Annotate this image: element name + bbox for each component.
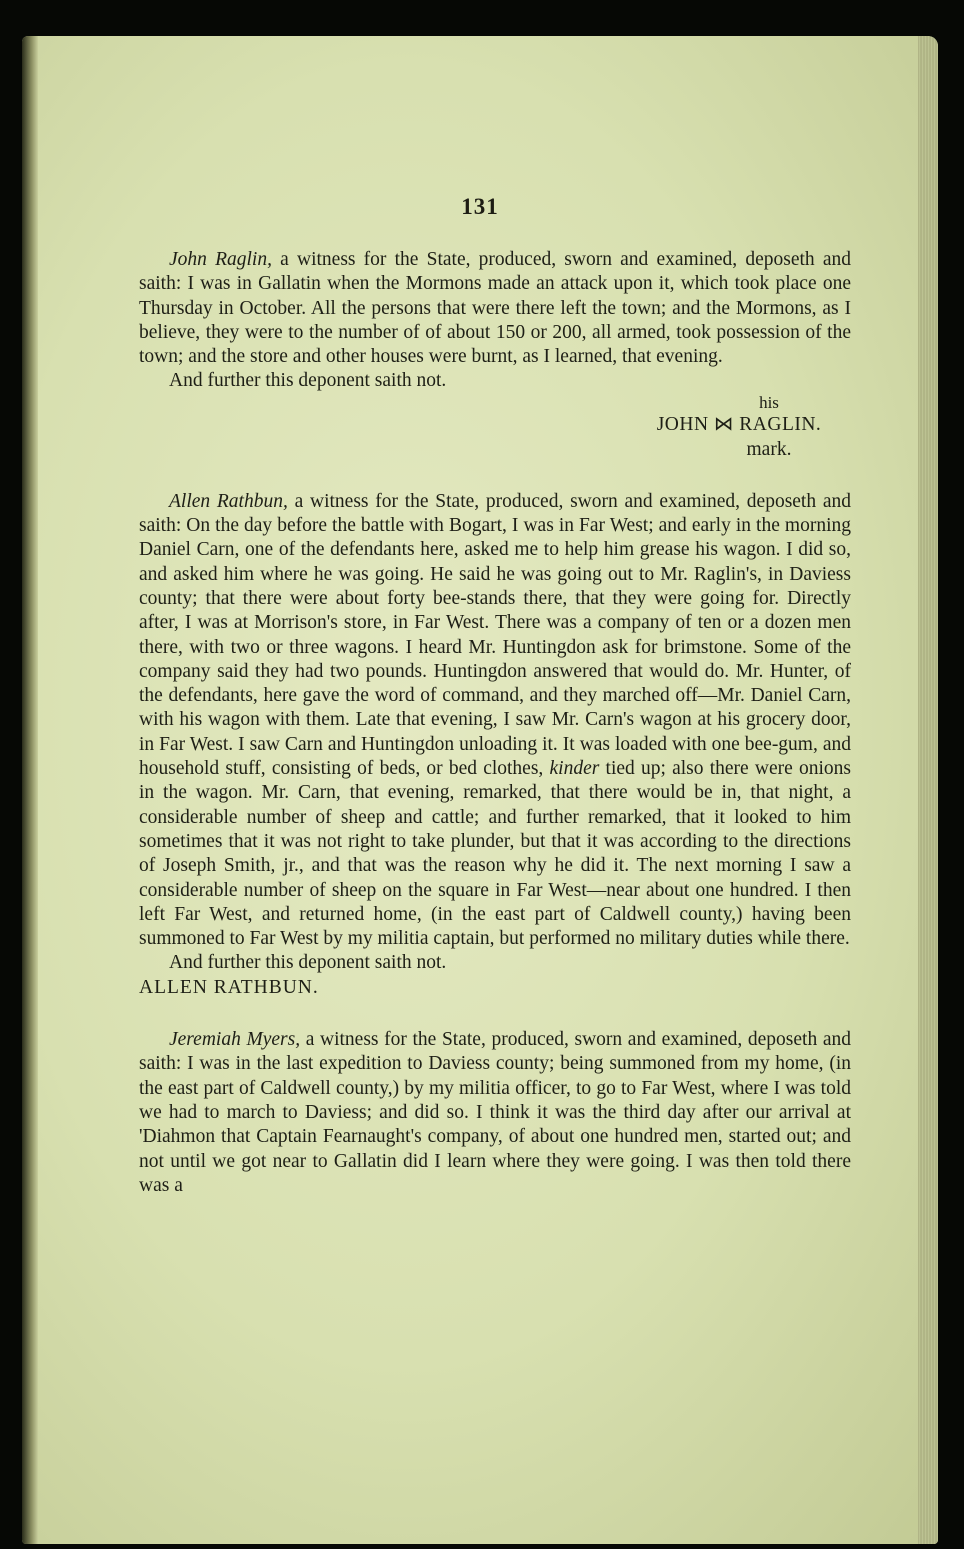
deposition-myers [139, 1028, 851, 1198]
deposition-text-continued: tied up; also there were onions in the wagon. Mr. Carn, that evening, remarked, that there would be in, that night, a considerable number of sheep and cattle; and further remarked, that it looked to him sometimes that it was not right to take plunder, but that it was according to the directions of Joseph Smith, jr., and that was the reason why he did it. The next morning I saw a considerable number of sheep on the square in Far West—near about one hundred. I then left Far West, and returned home, (in the east part of Caldwell county,) having been summoned to Far West by my militia captain, but performed no military duties while there. [139, 758, 851, 950]
signature-mark: mark. [746, 438, 792, 460]
italic-word: kinder [549, 758, 600, 780]
witness-name: John Raglin, [169, 249, 272, 270]
page-fore-edge [918, 36, 938, 1544]
deposition-text: a witness for the State, produced, sworn and examined, deposeth and saith: On the day before the battle with Bogart, I was in Far West; and early in the morning Daniel Carn, one of the defendants here, asked me to help him grease his wagon. I did so, and asked him where he was going. He said he was going out to Mr. Raglin's, in Daviess county; that there were about forty bee-stands there, that they were going for. Directly after, I was at Morrison's store, in Far West. There was a company of ten or a dozen men there, with two or three wagons. I heard Mr. Huntingdon ask for brimstone. Some of the company said they had two pounds. Huntingdon answered that would do. Mr. Hunter, of the defendants, here gave the word of command, and they marched off—Mr. Daniel Carn, with his wagon with them. Late that evening, I saw Mr. Carn's wagon at his grocery door, in Far West. I saw Carn and Huntingdon unloading it. It was loaded with one bee-gum, and household stuff, consisting of beds, or bed clothes, [139, 490, 851, 780]
signature-name: JOHN ⋈ RAGLIN. [656, 413, 822, 435]
signature-rathbun: ALLEN RATHBUN. [139, 976, 319, 998]
section-gap [139, 1000, 851, 1028]
deposition-raglin [139, 248, 851, 369]
page-text [139, 248, 851, 1198]
deposition-text: a witness for the State, produced, sworn and examined, deposeth and saith: I was in the last expedition to Daviess county; being summoned from my home, (in the east part of Caldwell county,) by my militia officer, to go to Far West, where I was told we had to march to Daviess; and did so. I think it was the third day after our arrival at 'Diahmon that Captain Fearnaught's company, of about one hundred men, started out; and not until we got near to Gallatin did I learn where they were going. I was then told there was a [139, 1029, 852, 1196]
closing-line: And further this deponent saith not. [169, 952, 447, 974]
witness-name: Jeremiah Myers, [169, 1029, 301, 1051]
signature-raglin [609, 394, 869, 462]
signature-his: his [759, 392, 779, 412]
witness-name: Allen Rathbun, [169, 490, 288, 512]
deposition-rathbun [139, 490, 851, 952]
closing-line: And further this deponent saith not. [169, 370, 447, 392]
book-gutter [22, 36, 38, 1544]
page-number: 131 [461, 194, 499, 219]
book-page [22, 36, 938, 1544]
section-gap [139, 462, 851, 490]
deposition-text: a witness for the State, produced, sworn and examined, deposeth and saith: I was in Gallatin when the Mormons made an attack upon it, which took place one Thursday in October. All the persons that were there left the town; and the Mormons, as I believe, they were to the number of of about 150 or 200, all armed, took possession of the town; and the store and other houses were burnt, as I learned, that evening. [139, 249, 851, 368]
